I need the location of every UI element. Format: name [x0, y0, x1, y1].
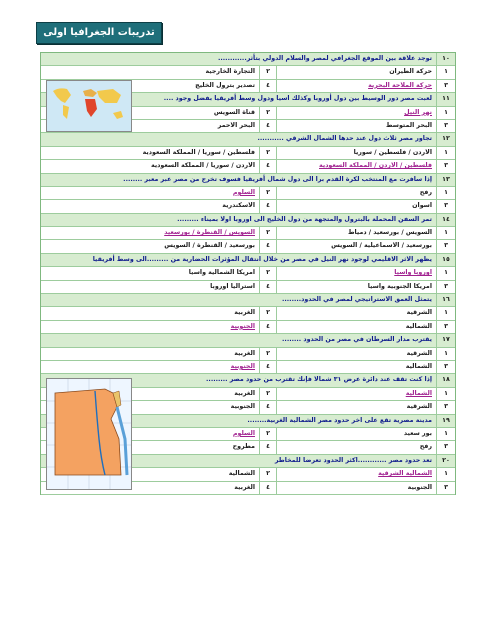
option-text: حركة الملاحة البحرية [276, 80, 436, 92]
option-number: ١ [436, 187, 455, 199]
option-text: الشرقية [276, 401, 436, 413]
options-row [41, 267, 455, 280]
options-row [41, 227, 455, 240]
question-text: تمر السفن المحملة بالبترول والمتجهة من دول الخليج الى اوروبا اولا بميناء ......... [177, 215, 432, 223]
option-number: ٤ [259, 80, 276, 92]
option-number: ٢ [259, 227, 276, 239]
question-row [41, 254, 455, 267]
option-text: بورسعيد / القنطرة / السويس [164, 242, 255, 250]
option-number: ١ [436, 267, 455, 279]
option-number: ٤ [259, 482, 276, 494]
option-number: ٣ [436, 200, 455, 212]
option-number: ٣ [436, 401, 455, 413]
question-row [41, 334, 455, 347]
options-row [41, 160, 455, 173]
option-number: ٢ [259, 267, 276, 279]
option-text: السلوم [232, 188, 255, 196]
option-number: ٢ [259, 468, 276, 480]
option-text: الشمالية [228, 470, 255, 478]
question-number: ٢٠ [436, 455, 455, 467]
option-text: الجنوبية [230, 362, 255, 370]
option-text: حركة الطيران [276, 66, 436, 78]
question-text: تجاور مصر ثلاث دول عند حدها الشمال الشرقي ........... [257, 135, 432, 143]
option-number: ٤ [259, 321, 276, 333]
question-number: ١١ [436, 93, 455, 105]
option-number: ٢ [259, 428, 276, 440]
option-text: الجنوبية [230, 322, 255, 330]
question-number: ١٥ [436, 254, 455, 266]
option-text: اسوان [276, 200, 436, 212]
option-text: البحر المتوسط [276, 120, 436, 132]
option-text: السويس / القنطرة / بورسعيد [164, 229, 255, 237]
option-text: اوروبا واسيا [276, 267, 436, 279]
option-number: ١ [436, 107, 455, 119]
options-row [41, 361, 455, 374]
question-number: ١٤ [436, 214, 455, 226]
option-number: ١ [436, 147, 455, 159]
options-row [41, 281, 455, 294]
question-number: ١٧ [436, 334, 455, 346]
question-text: يقترب مدار السرطان في مصر من الحدود ........ [282, 336, 432, 344]
option-text: الشمالية [276, 361, 436, 373]
option-text: مطروح [232, 443, 255, 451]
options-row [41, 200, 455, 213]
option-number: ٢ [259, 348, 276, 360]
worksheet-title: تدريبات الجغرافيا اولى [36, 22, 162, 44]
option-number: ٣ [436, 240, 455, 252]
option-number: ٤ [259, 401, 276, 413]
option-text: الغربية [234, 483, 255, 491]
option-text: رفح [276, 441, 436, 453]
option-text: البحر الاحمر [217, 121, 255, 129]
option-number: ٣ [436, 160, 455, 172]
option-number: ٣ [436, 482, 455, 494]
option-number: ٢ [259, 107, 276, 119]
option-number: ١ [436, 227, 455, 239]
option-text: قناة السويس [213, 108, 255, 116]
options-row [41, 147, 455, 160]
question-text: تعد حدود مصر ............اكثر الحدود تعرضا للمخاطر [274, 456, 432, 464]
option-text: الشمالية الشرقية [276, 468, 436, 480]
option-number: ٤ [259, 361, 276, 373]
option-number: ٣ [436, 441, 455, 453]
option-text: فلسطين / الاردن / المملكة السعودية [276, 160, 436, 172]
world-map-image [46, 80, 132, 132]
question-row [41, 53, 455, 66]
question-number: ١٦ [436, 294, 455, 306]
question-text: إذا سافرت مع المنتخب لكرة القدم برا الى دول شمال أفريقيا فسوف تخرج من مصر عبر معبر ........ [123, 175, 432, 183]
option-text: فلسطين / سوريا / المملكة السعودية [142, 148, 255, 156]
option-text: الشرقية [276, 307, 436, 319]
question-number: ١٨ [436, 374, 455, 386]
option-text: التجارة الخارجية [205, 68, 255, 76]
option-number: ١ [436, 428, 455, 440]
options-row [41, 307, 455, 320]
option-text: استراليا اوروبا [210, 282, 255, 290]
question-number: ١٠ [436, 53, 455, 65]
question-text: يظهر الاثر الاقليمي لوجود نهر النيل في مصر من خلال انتقال المؤثرات الحضارية من .........الى وسط أفريقيا [92, 255, 432, 263]
option-text: السويس / بورسعيد / دمياط [276, 227, 436, 239]
option-number: ٢ [259, 388, 276, 400]
options-row [41, 321, 455, 334]
option-number: ٢ [259, 147, 276, 159]
option-text: الجنوبية [230, 403, 255, 411]
option-number: ٤ [259, 120, 276, 132]
option-number: ٤ [259, 441, 276, 453]
option-text: امريكا الجنوبية واسيا [276, 281, 436, 293]
option-number: ٣ [436, 281, 455, 293]
question-row [41, 214, 455, 227]
option-text: تصدير بترول الخليج [195, 81, 255, 89]
option-text: الاردن / سوريا / المملكة السعودية [151, 162, 255, 170]
option-number: ١ [436, 307, 455, 319]
option-text: الاسكندرية [222, 202, 255, 210]
option-number: ١ [436, 348, 455, 360]
option-text: الغربية [234, 309, 255, 317]
options-row [41, 240, 455, 253]
question-text: توجد علاقة بين الموقع الجغرافي لمصر والسلام الدولي بتأثر............ [218, 55, 432, 62]
question-text: مدينة مصرية تقع على اخر حدود مصر الشمالية الغربية........ [247, 416, 432, 424]
option-text: الغربية [234, 349, 255, 357]
options-row [41, 348, 455, 361]
option-text: امريكا الشمالية واسيا [188, 269, 255, 277]
option-number: ٢ [259, 307, 276, 319]
question-row [41, 174, 455, 187]
question-number: ١٩ [436, 415, 455, 427]
option-text: بورسعيد / الاسماعيلية / السويس [276, 240, 436, 252]
option-text: بور سعيد [276, 428, 436, 440]
question-row [41, 294, 455, 307]
option-number: ٣ [436, 120, 455, 132]
option-number: ٤ [259, 160, 276, 172]
option-text: الاردن / فلسطين / سوريا [276, 147, 436, 159]
option-number: ٣ [436, 321, 455, 333]
option-text: نهر النيل [276, 107, 436, 119]
option-number: ١ [436, 388, 455, 400]
option-number: ١ [436, 468, 455, 480]
option-text: الشرقية [276, 348, 436, 360]
question-text: إذا كنت تقف عند دائرة عرض ٣١ شمالا فإنك تقترب من حدود مصر ......... [206, 376, 432, 384]
option-number: ٤ [259, 200, 276, 212]
question-number: ١٢ [436, 133, 455, 145]
option-text: الغربية [234, 389, 255, 397]
option-number: ٤ [259, 240, 276, 252]
egypt-map-image [46, 378, 132, 490]
option-text: الجنوبية [276, 482, 436, 494]
question-number: ١٣ [436, 174, 455, 186]
option-number: ٤ [259, 281, 276, 293]
option-text: السلوم [232, 429, 255, 437]
question-text: يتمثل العمق الاستراتيجي لمصر في الحدود........ [282, 296, 432, 304]
option-text: رفح [276, 187, 436, 199]
option-number: ١ [436, 66, 455, 78]
question-row [41, 133, 455, 146]
option-number: ٢ [259, 66, 276, 78]
option-number: ٣ [436, 361, 455, 373]
option-number: ٢ [259, 187, 276, 199]
options-row [41, 187, 455, 200]
option-text: الشمالية [276, 321, 436, 333]
question-text: لعبت مصر دور الوسيط بين دول أوروبا وكذلك اسيا ودول وسط أفريقيا بفضل وجود .... [163, 95, 432, 103]
options-row [41, 66, 455, 79]
option-text: الشمالية [276, 388, 436, 400]
option-number: ٣ [436, 80, 455, 92]
